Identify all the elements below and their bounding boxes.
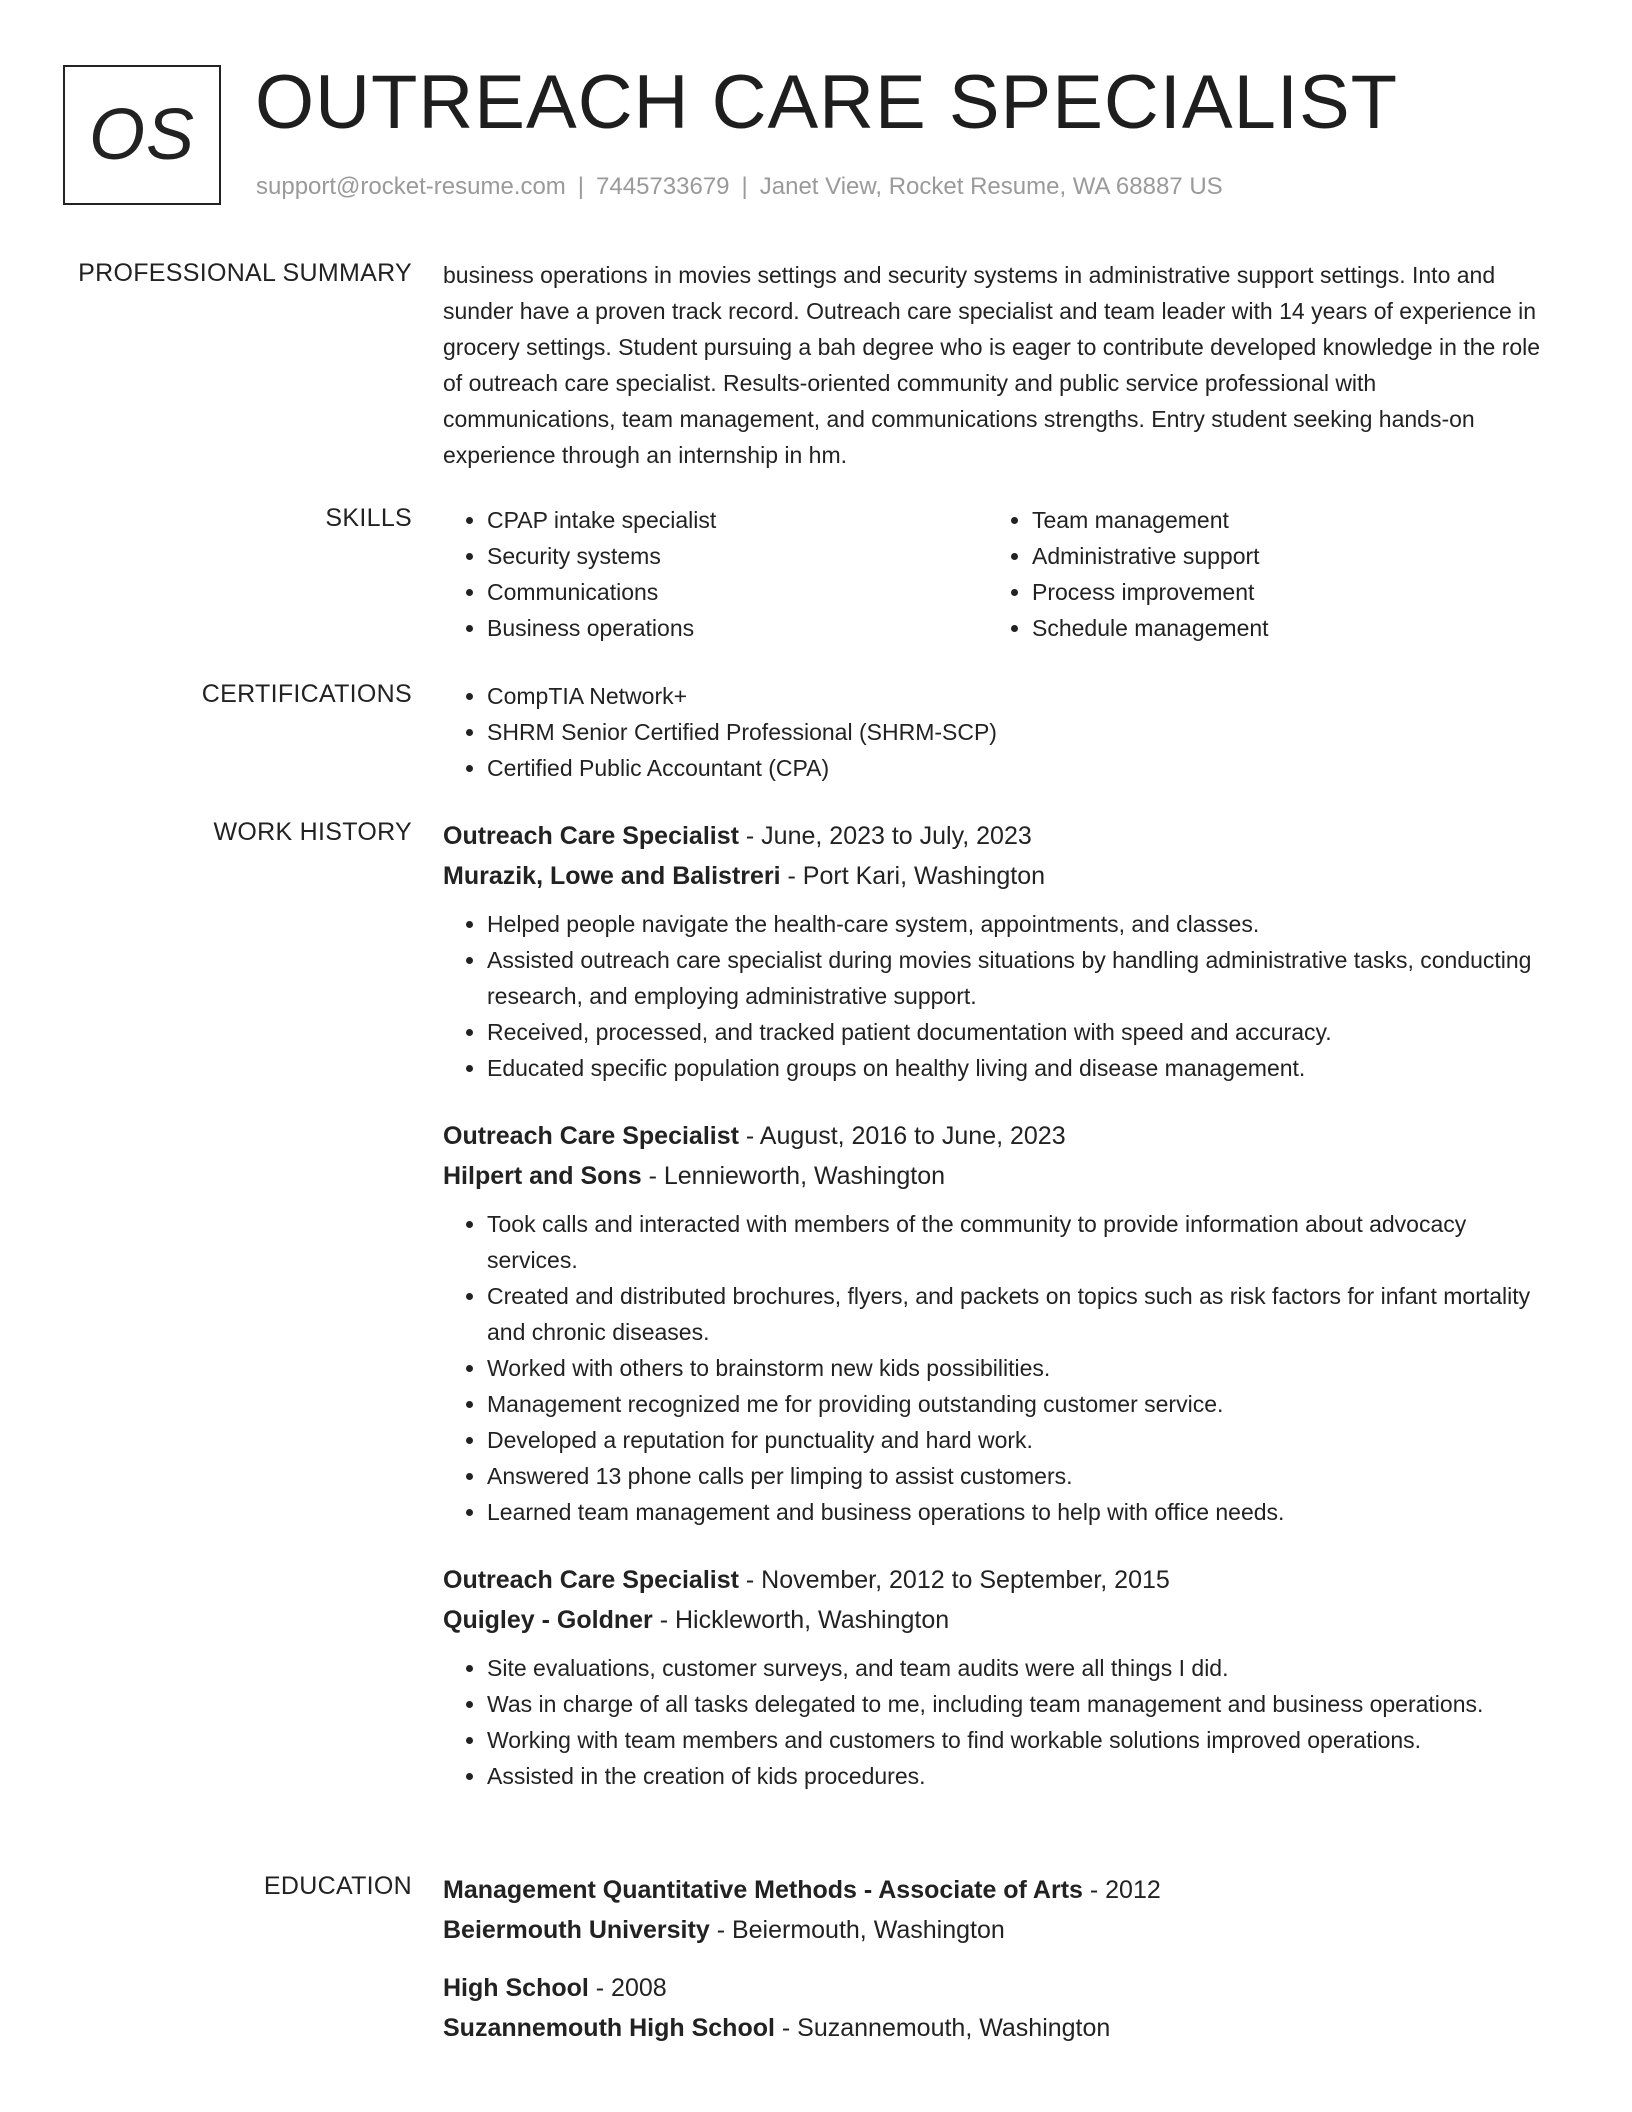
contact-phone[interactable]: 7445733679 — [596, 173, 730, 200]
job-bullet: • Created and distributed brochures, flyers, and packets on topics such as risk factors for infant mortality and chronic diseases. — [487, 1278, 1553, 1350]
job-dates: - August, 2016 to June, 2023 — [738, 1122, 1066, 1150]
skill-item: • Communications — [487, 574, 988, 610]
job-company-line — [443, 1156, 1553, 1196]
skill-item: • Security systems — [487, 538, 988, 574]
certification-item: • CompTIA Network+ — [487, 678, 1553, 714]
job-dates: - June, 2023 to July, 2023 — [738, 822, 1032, 850]
job-bullet: • Answered 13 phone calls per limping to assist customers. — [487, 1458, 1553, 1494]
job-bullet: • Site evaluations, customer surveys, and team audits were all things I did. — [487, 1650, 1553, 1686]
education-entry — [443, 1968, 1553, 2048]
education-year: - 2008 — [588, 1974, 667, 2002]
job-company: Murazik, Lowe and Balistreri — [443, 862, 781, 890]
job-entry — [443, 1116, 1553, 1530]
job-bullet: • Assisted outreach care specialist during movies situations by handling administrative tasks, conducting research, and employing administrative support. — [487, 942, 1553, 1014]
job-title-line — [443, 1116, 1553, 1156]
section-title-education: EDUCATION — [263, 1872, 412, 1900]
skill-item: • Process improvement — [1032, 574, 1533, 610]
education-degree-line — [443, 1870, 1553, 1910]
job-bullet: • Assisted in the creation of kids procedures. — [487, 1758, 1553, 1794]
job-bullet: • Took calls and interacted with members of the community to provide information about advocacy services. — [487, 1206, 1553, 1278]
job-entry — [443, 1560, 1553, 1794]
job-bullet: • Was in charge of all tasks delegated to me, including team management and business operations. — [487, 1686, 1553, 1722]
certification-item: • Certified Public Accountant (CPA) — [487, 750, 1553, 786]
job-title-line — [443, 1560, 1553, 1600]
job-bullet: • Working with team members and customers to find workable solutions improved operations. — [487, 1722, 1553, 1758]
job-role: Outreach Care Specialist — [443, 1122, 739, 1150]
education-degree: Management Quantitative Methods - Associate of Arts — [443, 1876, 1083, 1904]
skill-item: • Schedule management — [1032, 610, 1533, 646]
page-title: OUTREACH CARE SPECIALIST — [255, 60, 1399, 145]
certification-item: • SHRM Senior Certified Professional (SHRM-SCP) — [487, 714, 1553, 750]
section-title-work-history: WORK HISTORY — [213, 818, 412, 846]
skills-column-left — [443, 502, 988, 646]
contact-email[interactable]: support@rocket-resume.com — [256, 173, 566, 200]
section-title-certifications: CERTIFICATIONS — [201, 680, 412, 708]
skill-item: • Administrative support — [1032, 538, 1533, 574]
education-school-line — [443, 2008, 1553, 2048]
summary-text: business operations in movies settings and security systems in administrative support settings. Into and sunder have a proven track record. Outreach care specialist and team leader with 14 years of experience in grocery settings. Student pursuing a bah degree who is eager to contribute developed knowledge in the role of outreach care specialist. Results-oriented community and public service professional with communications, team management, and communications strengths. Entry student seeking hands-on experience through an internship in hm. — [443, 262, 1541, 468]
section-title-summary: PROFESSIONAL SUMMARY — [78, 259, 412, 287]
job-bullet: • Helped people navigate the health-care system, appointments, and classes. — [487, 906, 1553, 942]
job-bullet: • Educated specific population groups on healthy living and disease management. — [487, 1050, 1553, 1086]
job-company: Hilpert and Sons — [443, 1162, 642, 1190]
job-company-line — [443, 856, 1553, 896]
contact-line — [256, 173, 1223, 201]
skills-body — [443, 502, 1553, 646]
skill-item: • Team management — [1032, 502, 1533, 538]
section-title-skills: SKILLS — [325, 504, 412, 532]
certifications-body — [443, 678, 1553, 786]
job-title-line — [443, 816, 1553, 856]
job-company-line — [443, 1600, 1553, 1640]
job-bullet: • Received, processed, and tracked patient documentation with speed and accuracy. — [487, 1014, 1553, 1050]
contact-address: Janet View, Rocket Resume, WA 68887 US — [759, 173, 1223, 200]
education-entry — [443, 1870, 1553, 1950]
summary-body — [443, 257, 1553, 473]
contact-separator: | — [741, 173, 748, 200]
education-degree-line — [443, 1968, 1553, 2008]
job-location: - Port Kari, Washington — [780, 862, 1046, 890]
job-bullet: • Learned team management and business operations to help with office needs. — [487, 1494, 1553, 1530]
education-degree: High School — [443, 1974, 589, 2002]
job-role: Outreach Care Specialist — [443, 1566, 739, 1594]
skill-item: • CPAP intake specialist — [487, 502, 988, 538]
education-school: Beiermouth University — [443, 1916, 710, 1944]
job-bullet: • Developed a reputation for punctuality and hard work. — [487, 1422, 1553, 1458]
education-school-line — [443, 1910, 1553, 1950]
education-body — [443, 1870, 1553, 2066]
education-year: - 2012 — [1082, 1876, 1161, 1904]
job-company: Quigley - Goldner — [443, 1606, 653, 1634]
job-bullet: • Management recognized me for providing outstanding customer service. — [487, 1386, 1553, 1422]
education-location: - Beiermouth, Washington — [709, 1916, 1005, 1944]
skill-item: • Business operations — [487, 610, 988, 646]
job-location: - Lennieworth, Washington — [641, 1162, 946, 1190]
job-role: Outreach Care Specialist — [443, 822, 739, 850]
work-history-body — [443, 816, 1553, 1824]
contact-separator: | — [577, 173, 585, 200]
education-location: - Suzannemouth, Washington — [774, 2014, 1111, 2042]
job-entry — [443, 816, 1553, 1086]
education-school: Suzannemouth High School — [443, 2014, 775, 2042]
job-dates: - November, 2012 to September, 2015 — [738, 1566, 1170, 1594]
job-bullet: • Worked with others to brainstorm new kids possibilities. — [487, 1350, 1553, 1386]
resume-header — [63, 60, 1572, 210]
skills-column-right — [988, 502, 1533, 646]
job-location: - Hickleworth, Washington — [652, 1606, 950, 1634]
monogram-logo: OS — [63, 65, 221, 205]
